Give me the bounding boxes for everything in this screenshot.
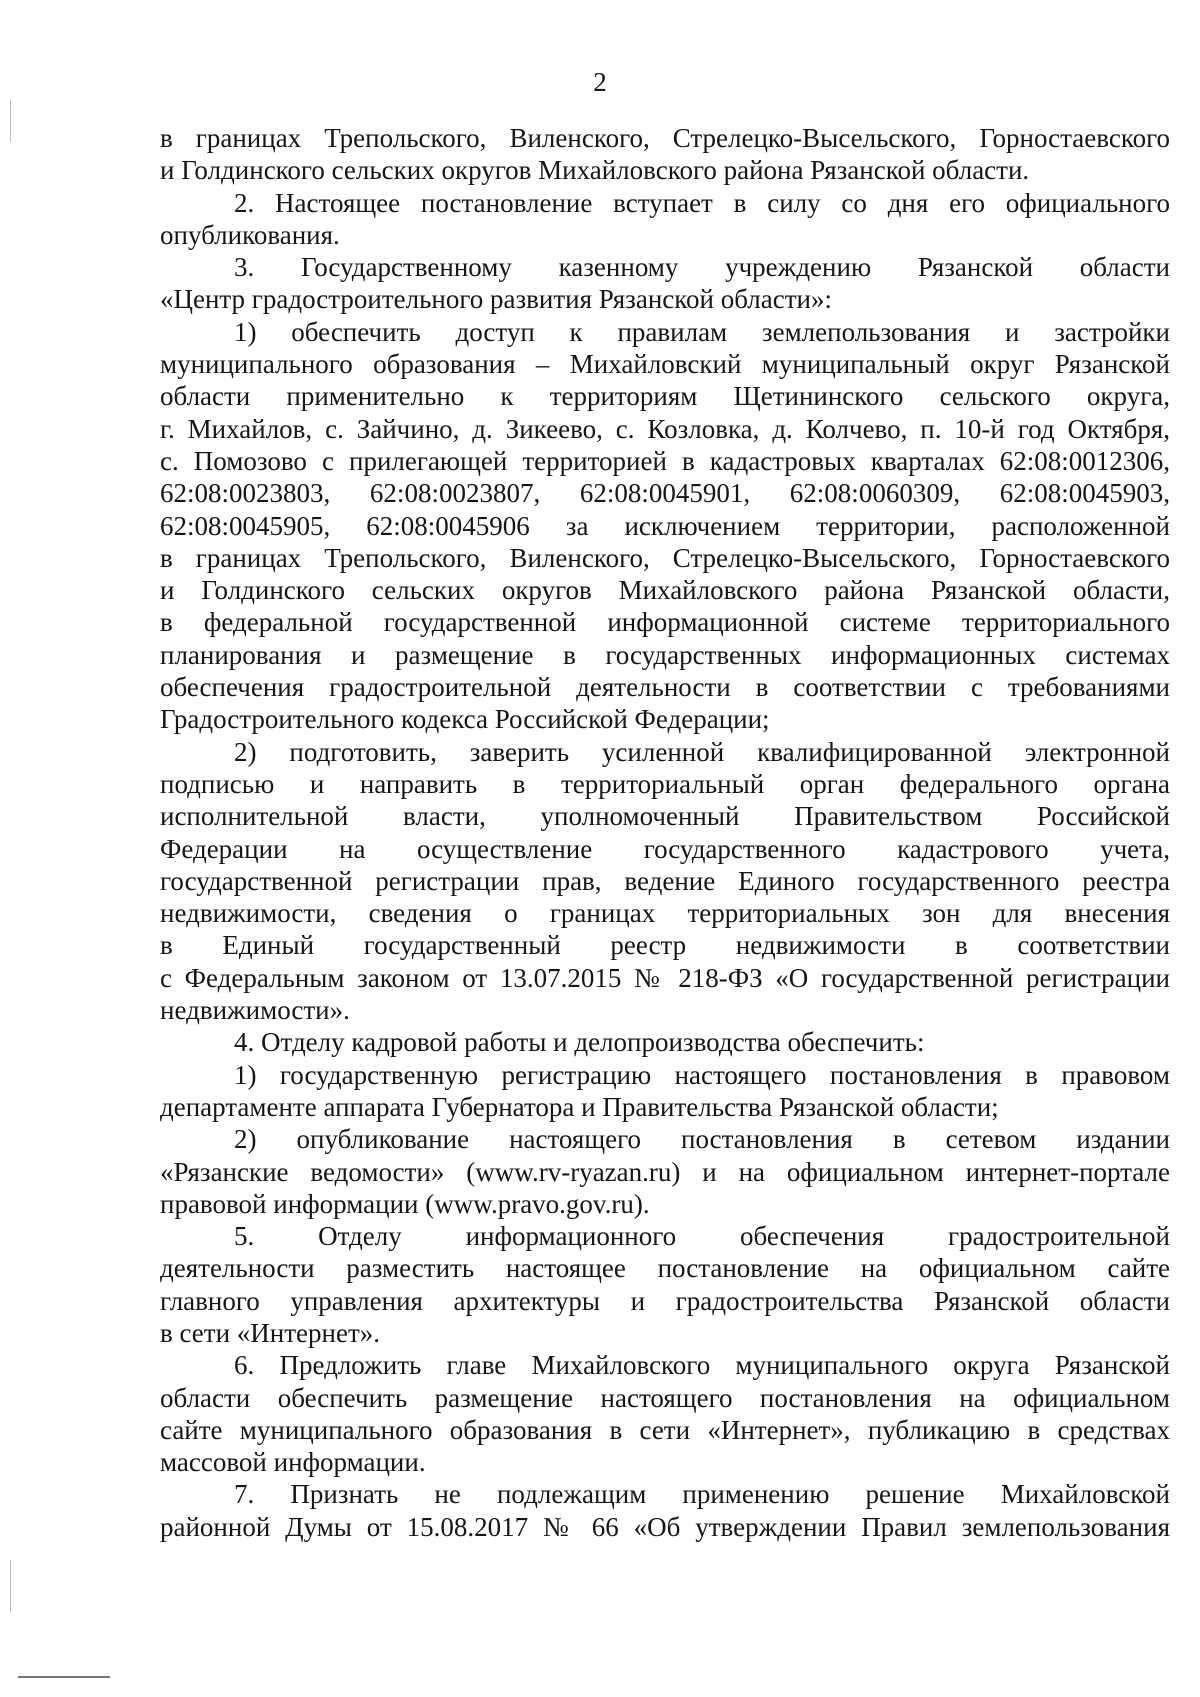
text-line: районной Думы от 15.08.2017 № 66 «Об утверждении Правил землепользования: [160, 1511, 1170, 1542]
text-line: правовой информации (www.pravo.gov.ru).: [160, 1188, 650, 1219]
scan-margin-mark: [10, 100, 11, 142]
text-line: планирования и размещение в государственных информационных системах: [160, 639, 1170, 670]
text-line: в федеральной государственной информационной системе территориального: [160, 607, 1170, 638]
footer-rule: [18, 1676, 110, 1678]
document-body: [160, 122, 1170, 1543]
text-line: муниципального образования – Михайловский муниципальный округ Рязанской: [160, 349, 1170, 380]
text-line: Градостроительного кодекса Российской Федерации;: [160, 704, 770, 735]
text-line: 7. Признать не подлежащим применению решение Михайловской: [234, 1479, 1170, 1510]
text-line: недвижимости».: [160, 995, 350, 1026]
text-line: 4. Отделу кадровой работы и делопроизводства обеспечить:: [234, 1027, 925, 1058]
text-line: с. Помозово с прилегающей территорией в кадастровых кварталах 62:08:0012306,: [160, 445, 1170, 476]
text-line: главного управления архитектуры и градостроительства Рязанской области: [160, 1285, 1170, 1316]
text-line: Федерации на осуществление государственного кадастрового учета,: [160, 833, 1170, 864]
text-line: и Голдинского сельских округов Михайловского района Рязанской области,: [160, 575, 1170, 606]
text-line: в сети «Интернет».: [160, 1317, 381, 1348]
text-line: 2) подготовить, заверить усиленной квалифицированной электронной: [234, 736, 1170, 767]
page-number: 2: [593, 67, 607, 97]
text-line: подписью и направить в территориальный орган федерального органа: [160, 768, 1170, 799]
text-line: деятельности разместить настоящее постановление на официальном сайте: [160, 1253, 1170, 1284]
text-line: департаменте аппарата Губернатора и Правительства Рязанской области;: [160, 1091, 999, 1122]
text-line: 62:08:0023803, 62:08:0023807, 62:08:0045901, 62:08:0060309, 62:08:0045903,: [160, 478, 1170, 509]
text-line: «Рязанские ведомости» (www.rv-ryazan.ru) и на официальном интернет-портале: [160, 1156, 1170, 1187]
text-line: 2. Настоящее постановление вступает в силу со дня его официального: [234, 187, 1170, 218]
text-line: с Федеральным законом от 13.07.2015 № 218-ФЗ «О государственной регистрации: [160, 962, 1170, 993]
text-line: исполнительной власти, уполномоченный Правительством Российской: [160, 801, 1170, 832]
text-line: 62:08:0045905, 62:08:0045906 за исключением территории, расположенной: [160, 510, 1170, 541]
text-line: 1) обеспечить доступ к правилам землепользования и застройки: [234, 316, 1170, 347]
text-line: 3. Государственному казенному учреждению Рязанской области: [234, 252, 1170, 283]
text-line: г. Михайлов, с. Зайчино, д. Зикеево, с. Козловка, д. Колчево, п. 10-й год Октября,: [160, 413, 1170, 444]
text-line: в Единый государственный реестр недвижимости в соответствии: [160, 930, 1170, 961]
text-line: и Голдинского сельских округов Михайловского района Рязанской области.: [160, 155, 1030, 186]
text-line: в границах Трепольского, Виленского, Стрелецко-Высельского, Горностаевского: [160, 542, 1170, 573]
text-line: области обеспечить размещение настоящего постановления на официальном: [160, 1382, 1170, 1413]
text-line: области применительно к территориям Щетининского сельского округа,: [160, 381, 1170, 412]
text-line: «Центр градостроительного развития Рязанской области»:: [160, 284, 832, 315]
text-line: недвижимости, сведения о границах территориальных зон для внесения: [160, 898, 1170, 929]
text-line: массовой информации.: [160, 1447, 426, 1478]
text-line: в границах Трепольского, Виленского, Стрелецко-Высельского, Горностаевского: [160, 123, 1170, 153]
text-line: обеспечения градостроительной деятельности в соответствии с требованиями: [160, 672, 1170, 703]
text-line: государственной регистрации прав, ведение Единого государственного реестра: [160, 865, 1170, 896]
scan-margin-mark: [10, 1560, 11, 1612]
text-line: 5. Отделу информационного обеспечения градостроительной: [234, 1221, 1170, 1252]
text-line: опубликования.: [160, 219, 340, 250]
text-line: сайте муниципального образования в сети «Интернет», публикацию в средствах: [160, 1414, 1170, 1445]
text-line: 6. Предложить главе Михайловского муниципального округа Рязанской: [234, 1350, 1170, 1381]
text-line: 2) опубликование настоящего постановления в сетевом издании: [234, 1124, 1170, 1155]
text-line: 1) государственную регистрацию настоящего постановления в правовом: [234, 1059, 1170, 1090]
